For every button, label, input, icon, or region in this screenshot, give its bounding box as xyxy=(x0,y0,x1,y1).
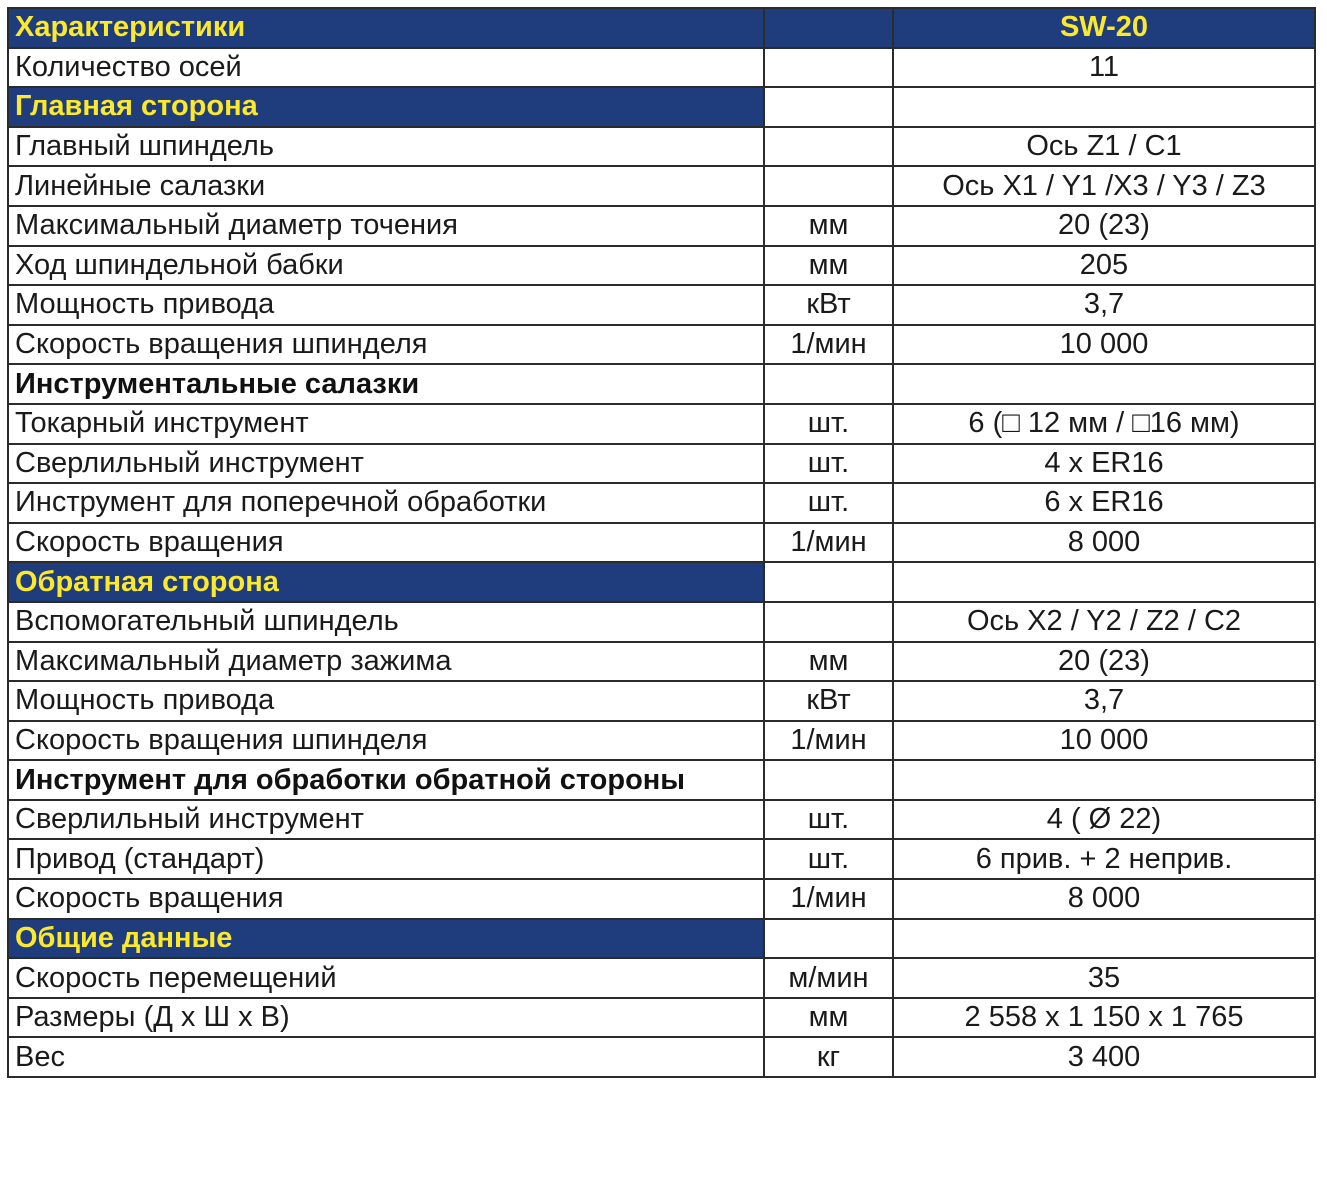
row-unit-cell: мм xyxy=(764,246,893,286)
row-name-cell: Скорость вращения xyxy=(8,879,764,919)
table-row xyxy=(8,206,1315,246)
row-value-cell: Ось X1 / Y1 /X3 / Y3 / Z3 xyxy=(893,166,1315,206)
row-value-cell: 3,7 xyxy=(893,681,1315,721)
row-name-cell: Мощность привода xyxy=(8,285,764,325)
row-unit-cell: 1/мин xyxy=(764,721,893,761)
row-unit-cell xyxy=(764,919,893,959)
row-name-cell: Ход шпиндельной бабки xyxy=(8,246,764,286)
row-name-cell: Количество осей xyxy=(8,48,764,88)
row-value-cell xyxy=(893,562,1315,602)
table-row xyxy=(8,246,1315,286)
row-value-cell: Ось Z1 / C1 xyxy=(893,127,1315,167)
row-name-cell: Сверлильный инструмент xyxy=(8,444,764,484)
row-value-cell: 8 000 xyxy=(893,879,1315,919)
row-name-cell: Сверлильный инструмент xyxy=(8,800,764,840)
table-row xyxy=(8,127,1315,167)
section-row xyxy=(8,87,1315,127)
spec-table-body xyxy=(8,8,1315,1077)
table-row xyxy=(8,523,1315,563)
section-row xyxy=(8,919,1315,959)
row-name-cell: Главная сторона xyxy=(8,87,764,127)
row-name-cell: Скорость вращения xyxy=(8,523,764,563)
row-unit-cell: шт. xyxy=(764,483,893,523)
row-unit-cell: мм xyxy=(764,998,893,1038)
row-value-cell: 2 558 x 1 150 x 1 765 xyxy=(893,998,1315,1038)
header-unit xyxy=(764,8,893,48)
row-unit-cell: 1/мин xyxy=(764,325,893,365)
table-row xyxy=(8,483,1315,523)
row-name-cell: Размеры (Д х Ш х В) xyxy=(8,998,764,1038)
row-value-cell: 35 xyxy=(893,958,1315,998)
table-row xyxy=(8,681,1315,721)
table-row xyxy=(8,325,1315,365)
row-name-cell: Скорость вращения шпинделя xyxy=(8,325,764,365)
row-name-cell: Обратная сторона xyxy=(8,562,764,602)
table-row xyxy=(8,602,1315,642)
row-name-cell: Токарный инструмент xyxy=(8,404,764,444)
row-value-cell xyxy=(893,364,1315,404)
row-value-cell: 205 xyxy=(893,246,1315,286)
row-unit-cell: шт. xyxy=(764,800,893,840)
row-unit-cell: 1/мин xyxy=(764,523,893,563)
row-unit-cell: 1/мин xyxy=(764,879,893,919)
row-value-cell: 20 (23) xyxy=(893,642,1315,682)
table-row xyxy=(8,800,1315,840)
row-name-cell: Главный шпиндель xyxy=(8,127,764,167)
row-name-cell: Вспомогательный шпиндель xyxy=(8,602,764,642)
row-unit-cell: мм xyxy=(764,642,893,682)
row-name-cell: Линейные салазки xyxy=(8,166,764,206)
row-unit-cell: кВт xyxy=(764,681,893,721)
subsection-row xyxy=(8,364,1315,404)
header-characteristic: Характеристики xyxy=(8,8,764,48)
table-row xyxy=(8,404,1315,444)
section-row xyxy=(8,562,1315,602)
row-name-cell: Общие данные xyxy=(8,919,764,959)
row-value-cell xyxy=(893,919,1315,959)
row-unit-cell xyxy=(764,48,893,88)
row-unit-cell: мм xyxy=(764,206,893,246)
row-unit-cell xyxy=(764,602,893,642)
header-model: SW-20 xyxy=(893,8,1315,48)
row-unit-cell: кВт xyxy=(764,285,893,325)
row-unit-cell xyxy=(764,364,893,404)
spec-table xyxy=(7,7,1316,1078)
row-name-cell: Инструмент для поперечной обработки xyxy=(8,483,764,523)
row-value-cell: 10 000 xyxy=(893,325,1315,365)
row-unit-cell xyxy=(764,760,893,800)
row-unit-cell: шт. xyxy=(764,404,893,444)
row-value-cell: 6 (□ 12 мм / □16 мм) xyxy=(893,404,1315,444)
row-unit-cell: м/мин xyxy=(764,958,893,998)
row-value-cell xyxy=(893,760,1315,800)
table-row xyxy=(8,721,1315,761)
row-unit-cell xyxy=(764,87,893,127)
table-row xyxy=(8,879,1315,919)
row-name-cell: Инструментальные салазки xyxy=(8,364,764,404)
row-unit-cell xyxy=(764,562,893,602)
row-name-cell: Скорость перемещений xyxy=(8,958,764,998)
row-name-cell: Скорость вращения шпинделя xyxy=(8,721,764,761)
table-row xyxy=(8,839,1315,879)
row-value-cell: 6 x ER16 xyxy=(893,483,1315,523)
row-value-cell xyxy=(893,87,1315,127)
row-unit-cell: кг xyxy=(764,1037,893,1077)
row-unit-cell: шт. xyxy=(764,444,893,484)
table-row xyxy=(8,1037,1315,1077)
table-row xyxy=(8,998,1315,1038)
row-name-cell: Инструмент для обработки обратной стороны xyxy=(8,760,764,800)
row-unit-cell: шт. xyxy=(764,839,893,879)
row-unit-cell xyxy=(764,127,893,167)
row-value-cell: 3 400 xyxy=(893,1037,1315,1077)
row-value-cell: 4 ( Ø 22) xyxy=(893,800,1315,840)
row-unit-cell xyxy=(764,166,893,206)
row-value-cell: 3,7 xyxy=(893,285,1315,325)
row-value-cell: 4 x ER16 xyxy=(893,444,1315,484)
table-header-row xyxy=(8,8,1315,48)
row-name-cell: Максимальный диаметр точения xyxy=(8,206,764,246)
row-value-cell: 6 прив. + 2 неприв. xyxy=(893,839,1315,879)
row-value-cell: 20 (23) xyxy=(893,206,1315,246)
row-value-cell: 8 000 xyxy=(893,523,1315,563)
row-name-cell: Вес xyxy=(8,1037,764,1077)
row-value-cell: Ось X2 / Y2 / Z2 / C2 xyxy=(893,602,1315,642)
row-value-cell: 10 000 xyxy=(893,721,1315,761)
table-row xyxy=(8,48,1315,88)
table-row xyxy=(8,642,1315,682)
table-row xyxy=(8,166,1315,206)
table-row xyxy=(8,444,1315,484)
row-value-cell: 11 xyxy=(893,48,1315,88)
row-name-cell: Максимальный диаметр зажима xyxy=(8,642,764,682)
table-row xyxy=(8,285,1315,325)
row-name-cell: Мощность привода xyxy=(8,681,764,721)
row-name-cell: Привод (стандарт) xyxy=(8,839,764,879)
table-row xyxy=(8,958,1315,998)
subsection-row xyxy=(8,760,1315,800)
